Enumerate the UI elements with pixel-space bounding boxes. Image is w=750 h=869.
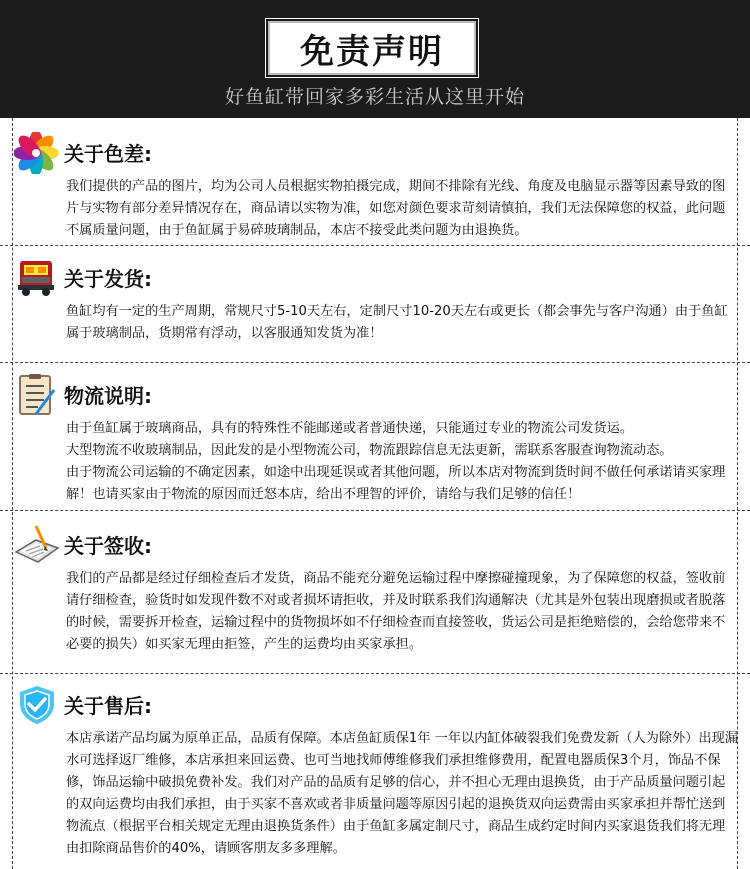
section-after-sales bbox=[14, 684, 738, 860]
section-paragraph: 由于鱼缸属于玻璃商品，具有的特殊性不能邮递或者普通快递，只能通过专业的物流公司发货运。 bbox=[66, 421, 634, 436]
section-divider bbox=[0, 510, 750, 511]
section-title: 关于售后: bbox=[64, 694, 152, 718]
section-divider bbox=[0, 673, 750, 674]
section-paragraph: 本店承诺产品均属为原单正品，品质有保障。本店鱼缸质保1年 一年以内缸体破裂我们免费发新（人为除外）出现漏水可选择返厂维修，本店承担来回运费、也可当地找师傅维修我们承担维修费用，配置电器质保3个月，饰品不保修，饰品运输中破损免费补发。我们对产品的品质有足够的信心，并不担心无理由退换货，由于产品质量问题引起的双向运费均由我们承担，由于买家不喜欢或者非质量问题等原因引起的退换货双向运费需由买家承担并帮忙送到物流点（根据平台相关规定无理由退换货条件）由于鱼缸多属定制尺寸，商品生成约定时间内买家退货我们将无理由扣除商品售价的40%，请顾客朋友多多理解。 bbox=[66, 731, 738, 856]
section-title: 关于发货: bbox=[64, 267, 152, 291]
page-subtitle: 好鱼缸带回家多彩生活从这里开始 bbox=[224, 86, 525, 108]
signing-document-icon bbox=[14, 524, 60, 566]
section-paragraph: 我们的产品都是经过仔细检查后才发货，商品不能充分避免运输过程中摩擦碰撞现象，为了保障您的权益，签收前请仔细检查，验货时如发现件数不对或者损坏请拒收，并及时联系我们沟通解决（尤其是外包装出现磨损或者脱落的时候，需要拆开检查，运输过程中的货物损坏如不仔细检查而直接签收，货运公司是拒绝赔偿的，会给您带来不必要的损失）如买家无理由拒签，产生的运费均由买家承担。 bbox=[66, 571, 726, 652]
section-shipping bbox=[14, 257, 738, 345]
section-paragraph: 鱼缸均有一定的生产周期，常规尺寸5-10天左右，定制尺寸10-20天左右或更长（都会事先与客户沟通）由于鱼缸属于玻璃制品，货期常有浮动，以客服通知发货为准！ bbox=[66, 304, 728, 341]
section-divider bbox=[0, 245, 750, 246]
section-color-difference bbox=[14, 132, 738, 242]
section-title: 物流说明: bbox=[64, 384, 152, 408]
header-banner bbox=[0, 0, 750, 118]
section-signing bbox=[14, 524, 738, 656]
section-paragraph: 大型物流不收玻璃制品，因此发的是小型物流公司，物流跟踪信息无法更新，需联系客服查询物流动态。 bbox=[66, 443, 673, 458]
clipboard-checklist-icon bbox=[14, 374, 60, 416]
section-divider bbox=[0, 362, 750, 363]
section-title: 关于签收: bbox=[64, 534, 152, 558]
section-paragraph: 我们提供的产品的图片，均为公司人员根据实物拍摄完成，期间不排除有光线、角度及电脑显示器等因素导致的图片与实物有部分差异情况存在，商品请以实物为准，如您对颜色要求苛刻请慎拍，我们无法保障您的权益，此问题不属质量问题，由于鱼缸属于易碎玻璃制品，本店不接受此类问题为由退换货。 bbox=[66, 179, 726, 238]
section-title: 关于色差: bbox=[64, 142, 152, 166]
section-paragraph: 由于物流公司运输的不确定因素，如途中出现延误或者其他问题，所以本店对物流到货时间不做任何承诺请买家理解！也请买家由于物流的原因而迁怒本店，给出不理智的评价，请给与我们足够的信任！ bbox=[66, 465, 726, 502]
section-logistics bbox=[14, 374, 738, 506]
page-title: 免责声明 bbox=[300, 31, 444, 72]
title-box bbox=[268, 21, 476, 75]
color-palette-icon bbox=[14, 132, 60, 174]
delivery-truck-icon bbox=[14, 257, 60, 299]
shield-check-icon bbox=[14, 684, 60, 726]
left-dashed-guide bbox=[12, 118, 13, 869]
